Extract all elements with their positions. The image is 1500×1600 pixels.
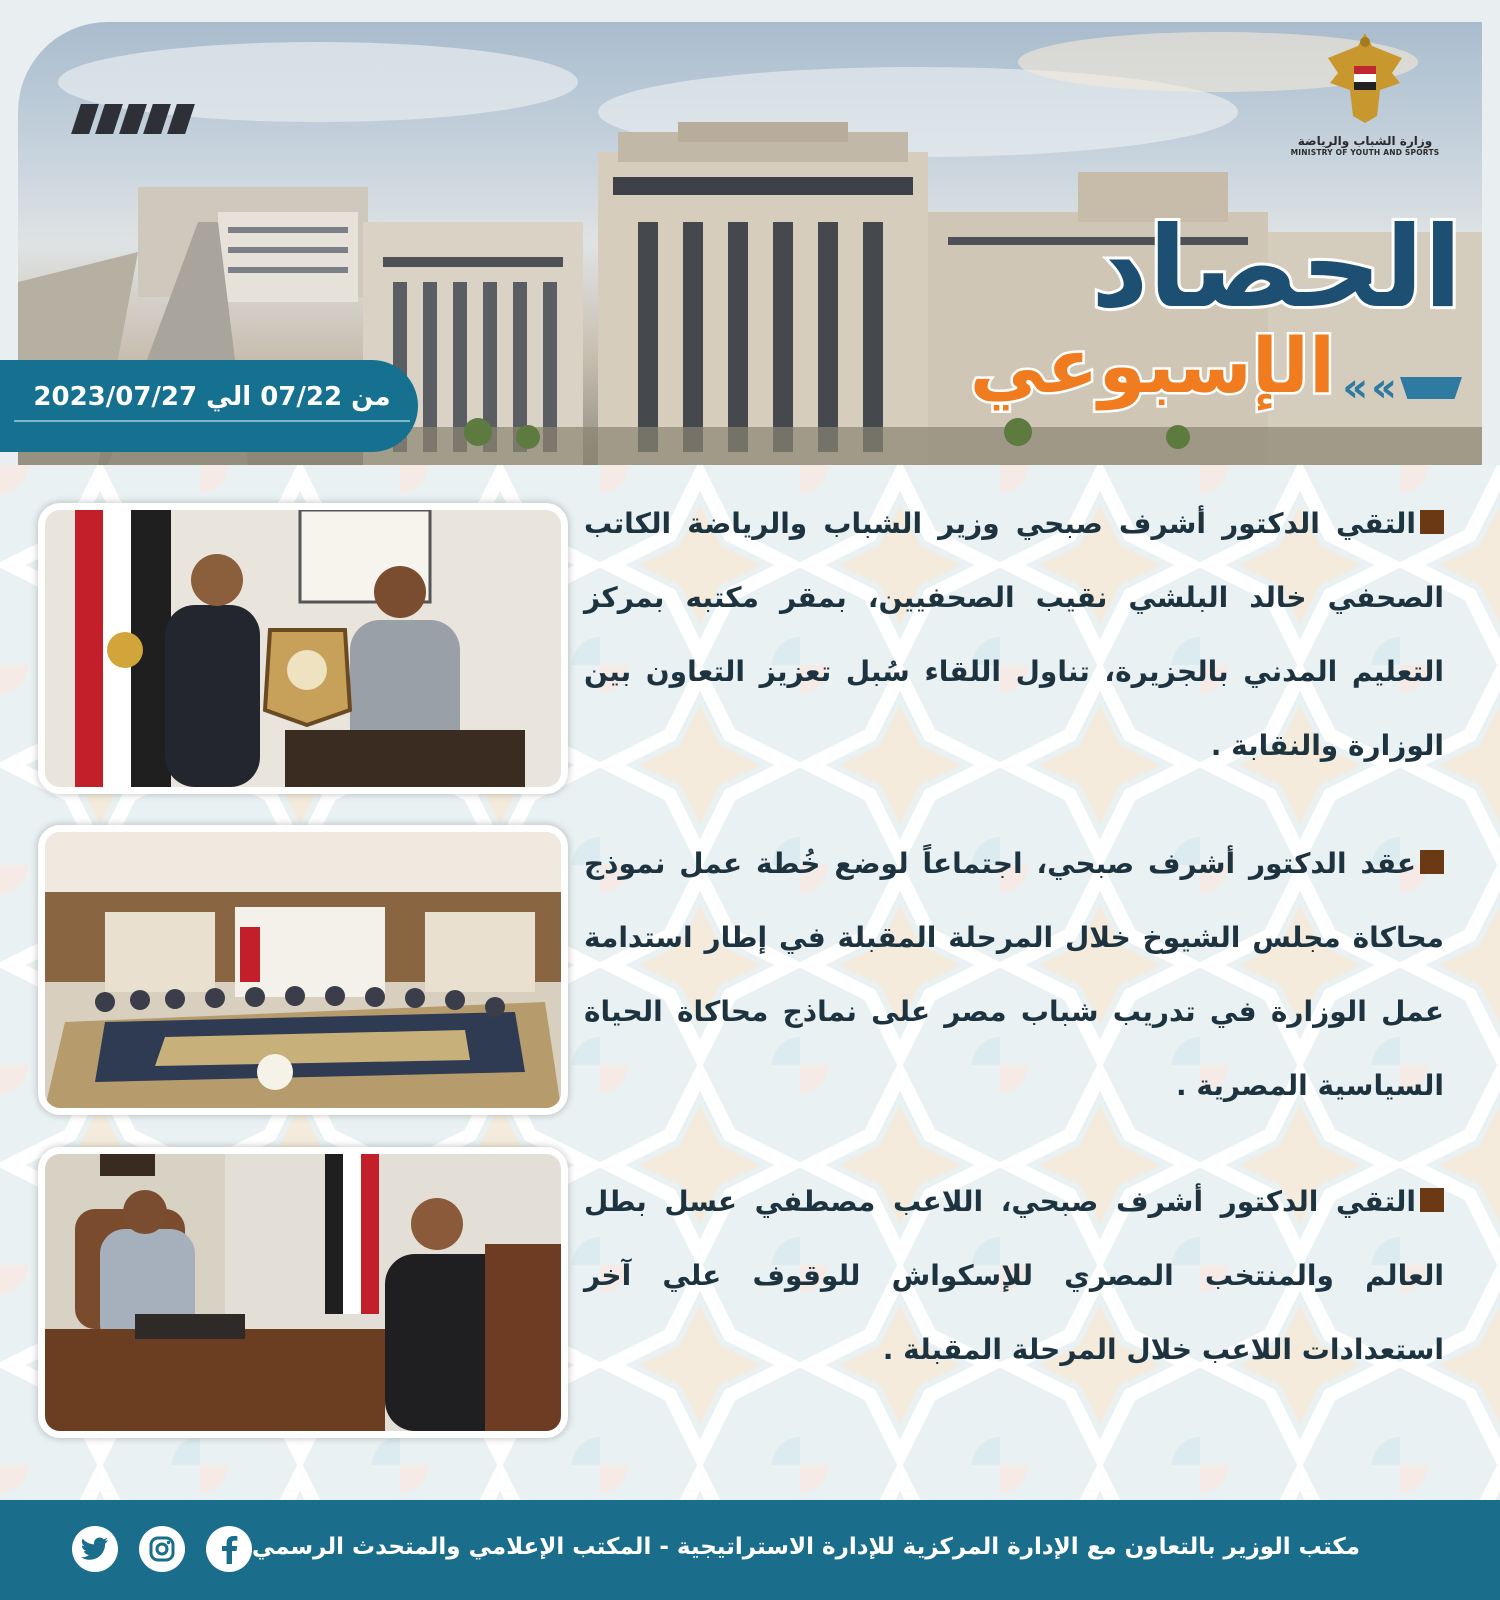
news-item-2 [584, 827, 1444, 1123]
chevron-arrows-icon: « « [1342, 368, 1462, 408]
date-range-text: من 07/22 الي 2023/07/27 [14, 382, 410, 422]
news-photo-3 [38, 1147, 568, 1438]
header-banner [0, 0, 1500, 465]
news-text-2: عقد الدكتور أشرف صبحي، اجتماعاً لوضع خُطة عمل نموذج محاكاة مجلس الشيوخ خلال المرحلة المقبلة في إطار استدامة عمل الوزارة في تدريب شباب مصر على نماذج محاكاة الحياة السياسية المصرية . [584, 847, 1444, 1102]
news-item-1 [584, 487, 1444, 783]
instagram-icon[interactable] [139, 1526, 185, 1572]
title-harvest: الحصاد [1090, 203, 1462, 333]
facebook-icon[interactable] [206, 1526, 252, 1572]
news-text-1: التقي الدكتور أشرف صبحي وزير الشباب والرياضة الكاتب الصحفي خالد البلشي نقيب الصحفيين، بمقر مكتبه بمركز التعليم المدني بالجزيرة، تناول اللقاء سُبل تعزيز التعاون بين الوزارة والنقابة . [584, 507, 1444, 762]
ministry-logo [1290, 28, 1440, 157]
news-text-3: التقي الدكتور أشرف صبحي، اللاعب مصطفي عسل بطل العالم والمنتخب المصري للإسكواش للوقوف علي آخر استعدادات اللاعب خلال المرحلة المقبلة . [584, 1185, 1444, 1366]
news-item-3 [584, 1165, 1444, 1387]
bullet-square-icon [1420, 510, 1444, 534]
logo-text-english: MINISTRY OF YOUTH AND SPORTS [1290, 148, 1440, 157]
bullet-square-icon [1420, 1188, 1444, 1212]
footer-credit-text: مكتب الوزير بالتعاون مع الإدارة المركزية للإدارة الاستراتيجية - المكتب الإعلامي والمتحدث الرسمي [251, 1534, 1360, 1560]
news-photo-2 [38, 825, 568, 1115]
footer-bar [0, 1500, 1500, 1600]
decorative-stripes [76, 104, 190, 134]
eagle-emblem-icon [1322, 28, 1408, 128]
bullet-square-icon [1420, 850, 1444, 874]
news-photo-1 [38, 503, 568, 794]
twitter-icon[interactable] [72, 1526, 118, 1572]
logo-text-arabic: وزارة الشباب والرياضة [1297, 134, 1433, 148]
date-range-badge [0, 360, 418, 452]
news-content [0, 465, 1500, 1500]
title-weekly: الإسبوعي [969, 321, 1335, 410]
